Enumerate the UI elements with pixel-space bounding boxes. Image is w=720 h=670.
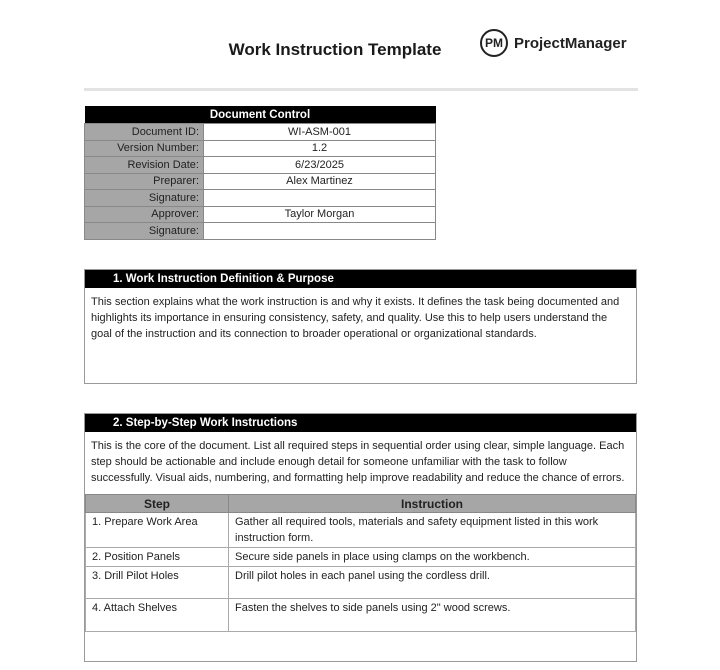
field-label: Signature: xyxy=(85,223,204,240)
table-row xyxy=(85,190,436,207)
field-value[interactable]: Taylor Morgan xyxy=(204,206,436,223)
column-header-instruction: Instruction xyxy=(229,495,636,513)
section-heading: 1. Work Instruction Definition & Purpose xyxy=(85,270,636,288)
document-control-table xyxy=(84,106,436,240)
table-row xyxy=(86,513,636,548)
field-value[interactable]: 6/23/2025 xyxy=(204,157,436,174)
section-definition-purpose xyxy=(84,269,637,384)
field-label: Approver: xyxy=(85,206,204,223)
signature-field[interactable] xyxy=(204,190,436,207)
field-value[interactable]: WI-ASM-001 xyxy=(204,124,436,141)
section-body: This is the core of the document. List all required steps in sequential order using clear, simple language. Each step should be actionable and include enough detail for someone unfamiliar with the task to follow successfully. Visual aids, numbering, and formatting help improve readability and reduce the chance of errors. xyxy=(91,440,625,484)
section-body: This section explains what the work instruction is and why it exists. It defines the task being documented and highlights its importance in ensuring consistency, safety, and quality. Use this to help users understand the goal of the instruction and its connection to broader operational or organizational standards. xyxy=(91,296,620,340)
step-cell[interactable]: 4. Attach Shelves xyxy=(86,599,229,632)
instruction-cell[interactable]: Drill pilot holes in each panel using the cordless drill. xyxy=(229,567,636,599)
document-control-title: Document Control xyxy=(85,106,436,124)
step-cell[interactable]: 1. Prepare Work Area xyxy=(86,513,229,548)
signature-field[interactable] xyxy=(204,223,436,240)
field-label: Document ID: xyxy=(85,124,204,141)
table-row xyxy=(86,548,636,567)
step-cell[interactable]: 2. Position Panels xyxy=(86,548,229,567)
table-row xyxy=(85,124,436,141)
table-row xyxy=(85,223,436,240)
section-step-by-step xyxy=(84,413,637,662)
page-title: Work Instruction Template xyxy=(228,40,442,59)
table-row xyxy=(86,567,636,599)
pm-logo-icon: PM xyxy=(480,29,508,57)
table-row xyxy=(85,140,436,157)
field-label: Version Number: xyxy=(85,140,204,157)
field-value[interactable]: 1.2 xyxy=(204,140,436,157)
field-label: Revision Date: xyxy=(85,157,204,174)
table-row xyxy=(86,599,636,632)
field-value[interactable]: Alex Martinez xyxy=(204,173,436,190)
instruction-cell[interactable]: Gather all required tools, materials and safety equipment listed in this work instruction form. xyxy=(229,513,636,548)
column-header-step: Step xyxy=(86,495,229,513)
section-heading: 2. Step-by-Step Work Instructions xyxy=(85,414,636,432)
steps-table xyxy=(85,494,636,632)
table-row xyxy=(85,173,436,190)
field-label: Preparer: xyxy=(85,173,204,190)
field-label: Signature: xyxy=(85,190,204,207)
divider xyxy=(84,88,638,91)
step-cell[interactable]: 3. Drill Pilot Holes xyxy=(86,567,229,599)
instruction-cell[interactable]: Fasten the shelves to side panels using 2" wood screws. xyxy=(229,599,636,632)
table-row xyxy=(85,157,436,174)
logo-text: ProjectManager xyxy=(514,34,627,52)
instruction-cell[interactable]: Secure side panels in place using clamps on the workbench. xyxy=(229,548,636,567)
projectmanager-logo xyxy=(480,29,627,57)
table-row xyxy=(85,206,436,223)
